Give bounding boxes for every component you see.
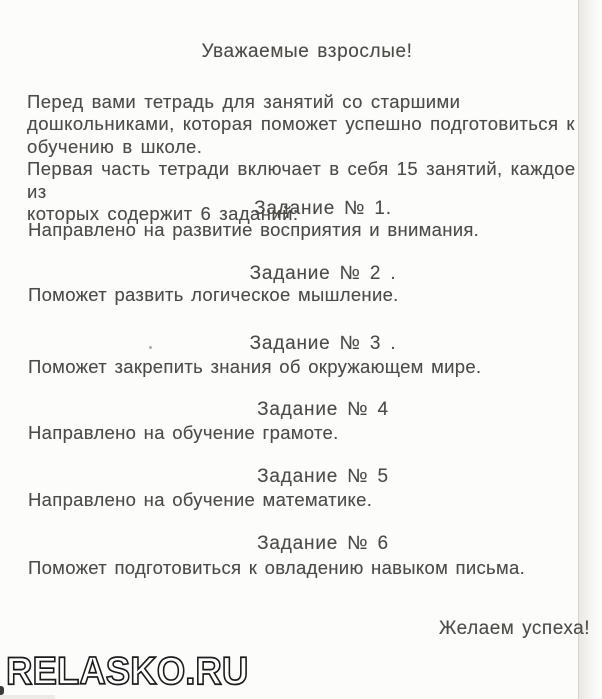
task-4-heading: Задание № 4 — [257, 399, 389, 420]
task-3-heading: Задание № 3 . — [249, 333, 397, 354]
task-2-heading: Задание № 2 . — [249, 263, 397, 284]
scan-speck-artifact — [0, 686, 4, 695]
task-3-description: Поможет закрепить знания об окружающем мире. — [28, 356, 482, 377]
intro-line: Первая часть тетради включает в себя 15 занятий, каждое из — [27, 158, 576, 202]
intro-line: которых содержит 6 заданий: — [27, 203, 299, 225]
task-5-description: Направлено на обучение математике. — [28, 489, 373, 510]
scan-smudge-artifact — [0, 695, 55, 699]
intro-line: дошкольниками, которая поможет успешно подготовиться к — [27, 113, 575, 135]
closing-wish: Желаем успеха! — [438, 618, 590, 639]
task-6-description: Поможет подготовиться к овладению навыком письма. — [28, 557, 526, 578]
intro-line: обучению в школе. — [27, 135, 203, 157]
site-watermark: RELASKO.RU — [6, 650, 249, 693]
task-1-heading: Задание № 1. — [254, 198, 392, 219]
task-2-description: Поможет развить логическое мышление. — [28, 284, 399, 305]
task-4-description: Направлено на обучение грамоте. — [28, 422, 339, 443]
task-5-heading: Задание № 5 — [257, 466, 389, 487]
scan-dot-artifact — [149, 346, 152, 349]
intro-line: Перед вами тетрадь для занятий со старшими — [27, 91, 461, 112]
task-1-description: Направлено на развитие восприятия и внимания. — [28, 219, 480, 240]
task-6-heading: Задание № 6 — [257, 533, 389, 554]
page-title: Уважаемые взрослые! — [201, 41, 413, 62]
